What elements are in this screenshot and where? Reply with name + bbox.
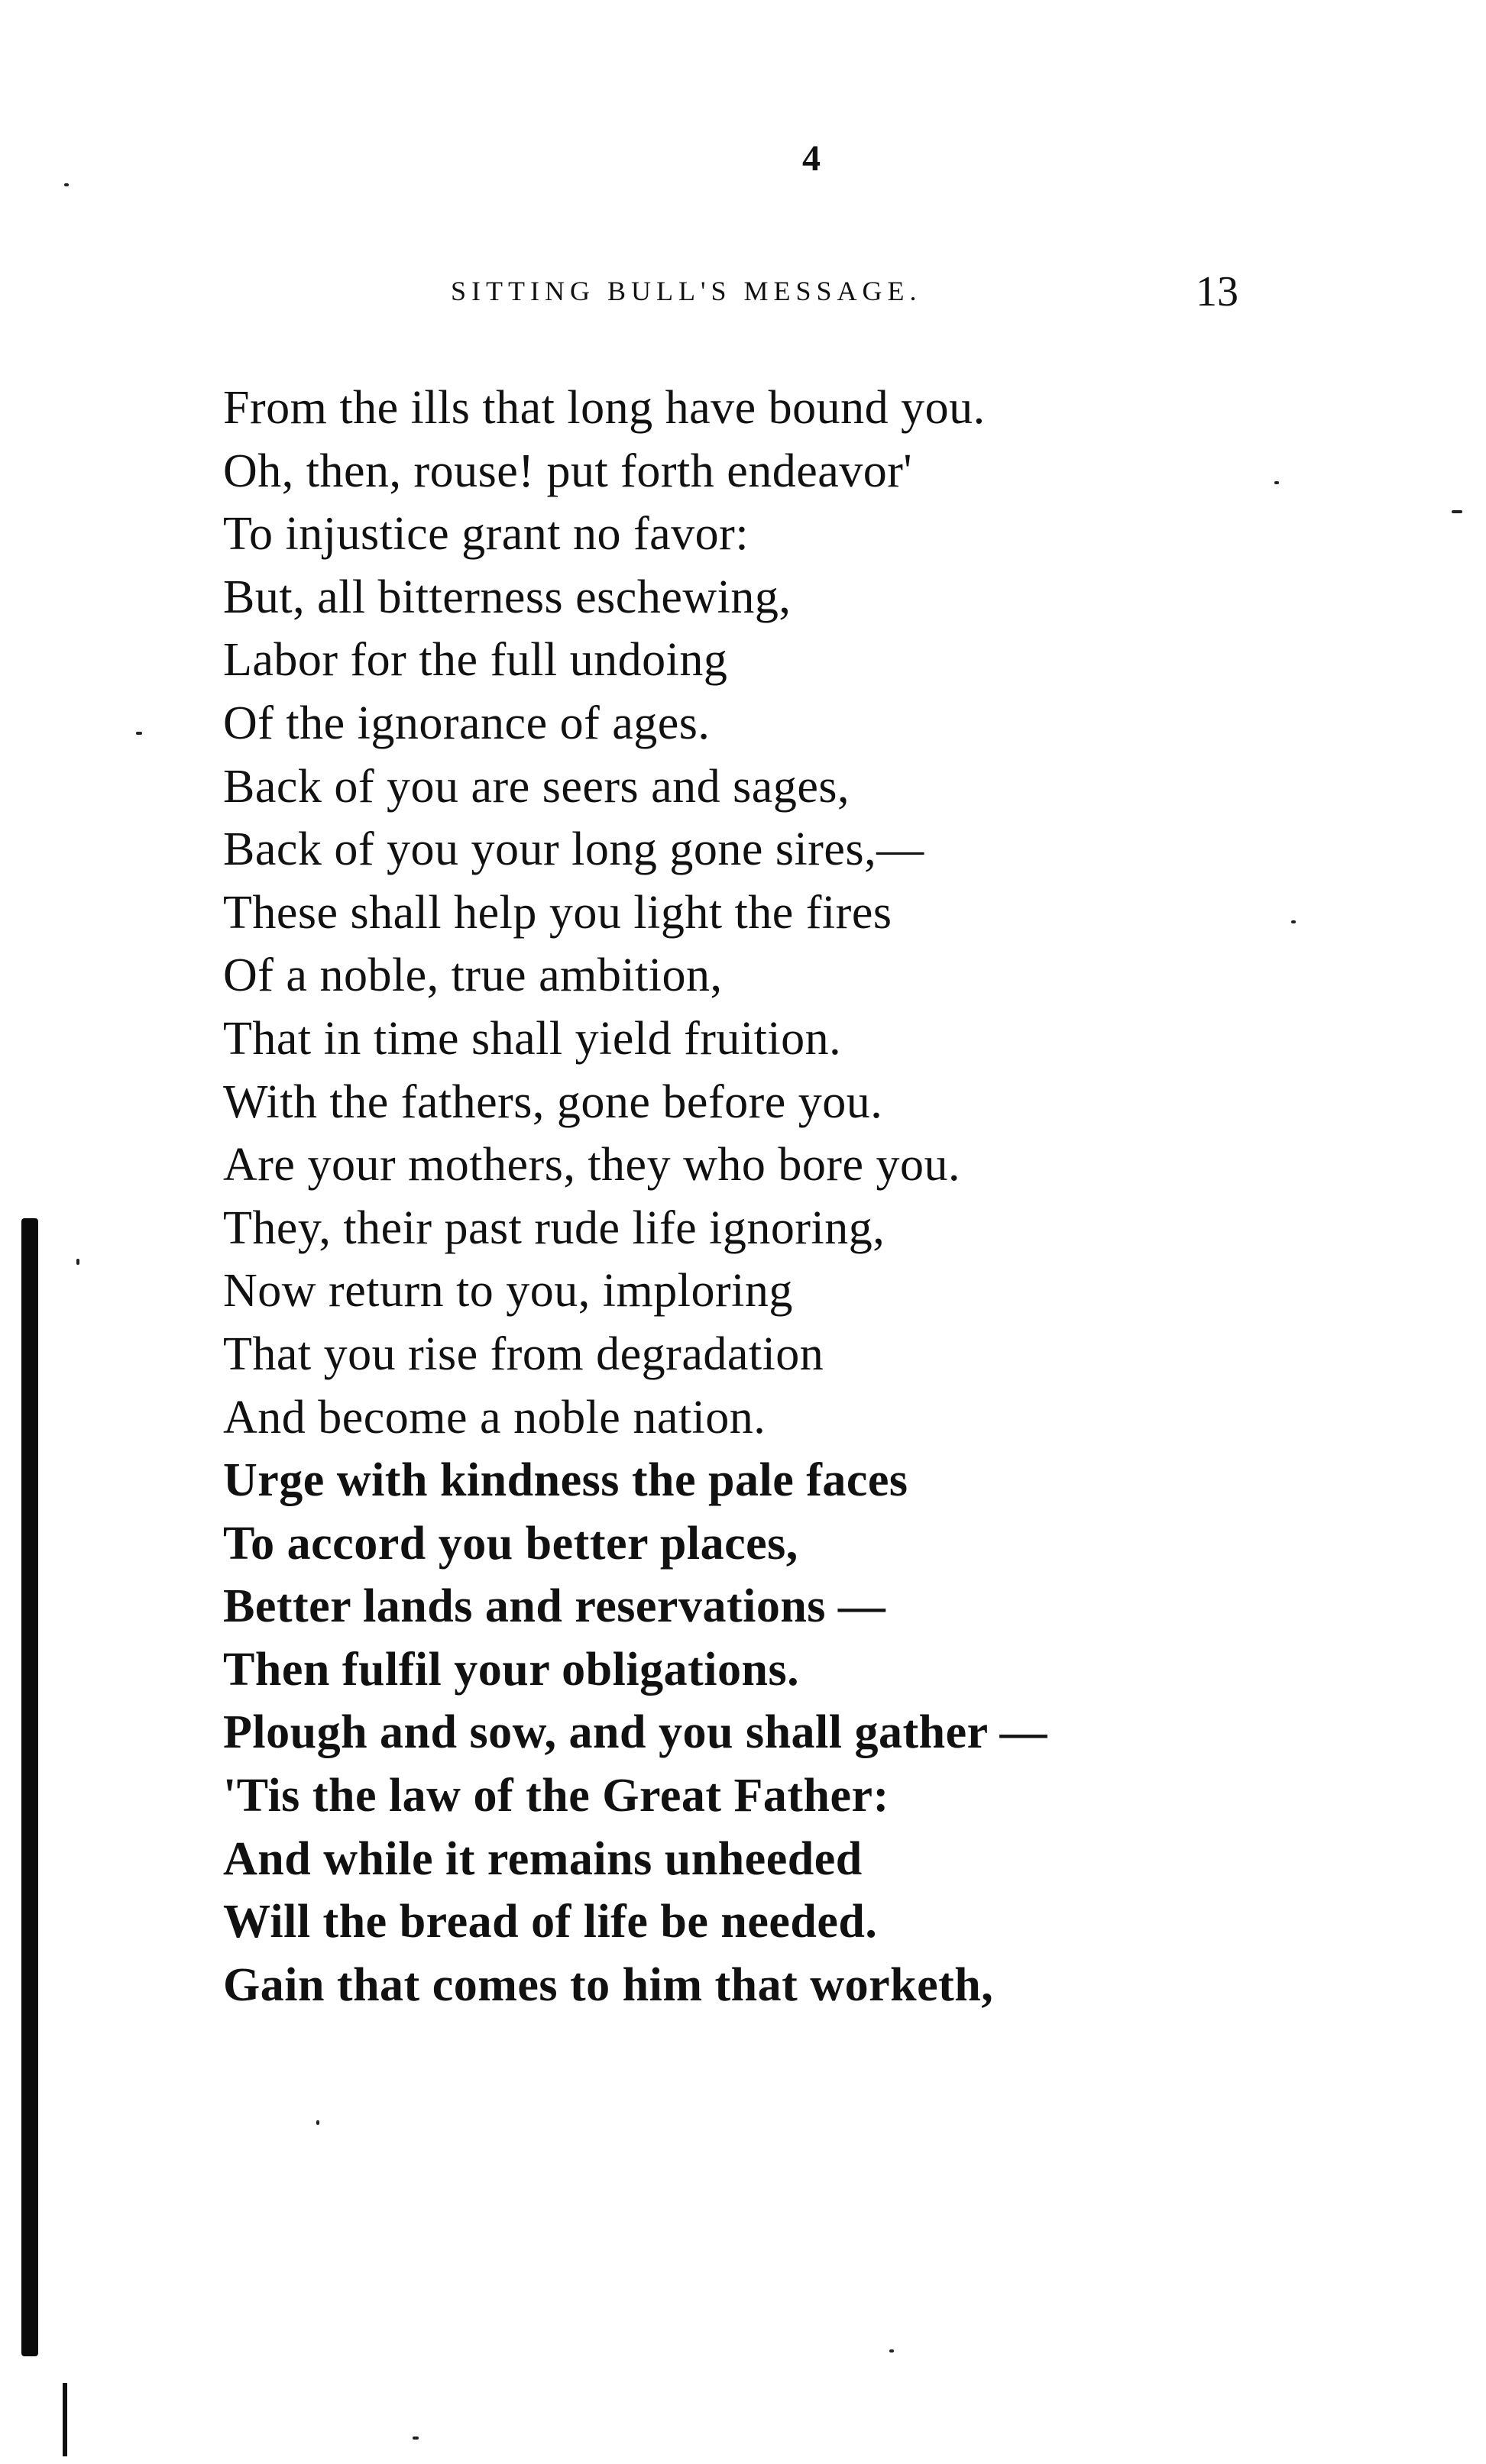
poem-line: And while it remains unheeded <box>223 1832 863 1885</box>
scan-speck <box>64 183 69 186</box>
poem-line: Better lands and reservations — <box>223 1580 886 1633</box>
poem-line: And become a noble nation. <box>223 1391 766 1444</box>
page-number: 13 <box>1196 268 1238 315</box>
running-head: SITTING BULL'S MESSAGE. <box>451 276 922 306</box>
scan-speck <box>1452 510 1462 513</box>
scan-speck <box>136 732 142 735</box>
scan-speck <box>413 2437 419 2440</box>
poem-line: Plough and sow, and you shall gather — <box>223 1706 1048 1759</box>
poem-line: 'Tis the law of the Great Father: <box>223 1770 889 1822</box>
poem-line: Oh, then, rouse! put forth endeavor' <box>223 445 913 497</box>
scan-speck <box>316 2120 319 2125</box>
poem-line: Back of you your long gone sires,— <box>223 823 924 876</box>
poem-line: Of a noble, true ambition, <box>223 949 723 1002</box>
poem-line: These shall help you light the fires <box>223 886 892 939</box>
poem-line: That you rise from degradation <box>223 1327 824 1380</box>
poem-line: To injustice grant no favor: <box>223 508 749 561</box>
poem-line: Urge with kindness the pale faces <box>223 1454 908 1507</box>
poem-text <box>223 377 1293 2016</box>
page-mark: 4 <box>802 138 821 179</box>
scan-margin-bar <box>21 1218 38 2356</box>
poem-line: Now return to you, imploring <box>223 1265 793 1318</box>
poem-line: Are your mothers, they who bore you. <box>223 1139 961 1192</box>
poem-line: Of the ignorance of ages. <box>223 697 711 749</box>
poem-line: Labor for the full undoing <box>223 634 728 687</box>
scan-speck <box>1291 920 1296 923</box>
scan-speck <box>76 1259 79 1265</box>
poem-line: Back of you are seers and sages, <box>223 760 850 813</box>
poem-line: To accord you better places, <box>223 1517 798 1570</box>
poem-line: But, all bitterness eschewing, <box>223 571 792 623</box>
poem-line: With the fathers, gone before you. <box>223 1075 883 1128</box>
poem-line: Will the bread of life be needed. <box>223 1896 878 1948</box>
poem-line: That in time shall yield fruition. <box>223 1012 842 1065</box>
scan-margin-mark <box>63 2383 67 2456</box>
poem-line: They, their past rude life ignoring, <box>223 1201 885 1254</box>
scan-speck <box>1274 481 1279 484</box>
poem-line: Gain that comes to him that worketh, <box>223 1958 994 2011</box>
scan-speck <box>889 2349 894 2352</box>
poem-line: Then fulfil your obligations. <box>223 1643 800 1696</box>
poem-line: From the ills that long have bound you. <box>223 382 986 434</box>
